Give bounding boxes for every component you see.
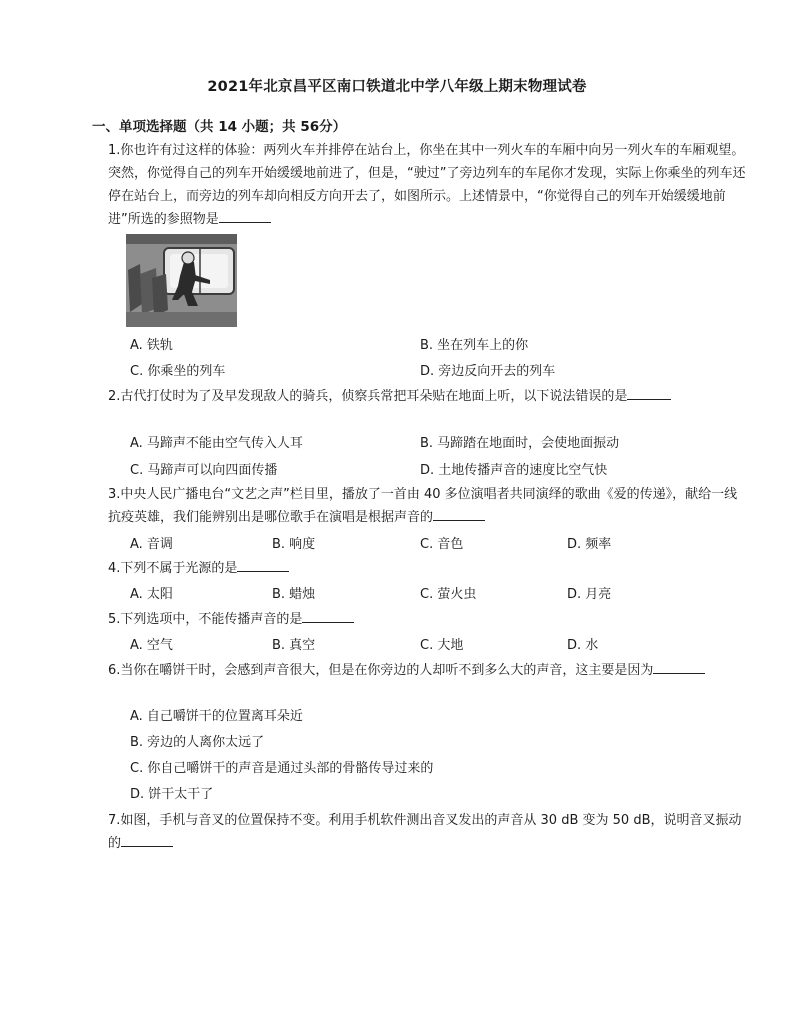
- option-c[interactable]: C. 音色: [420, 537, 464, 552]
- option-c[interactable]: C. 大地: [420, 638, 464, 653]
- question-1: [108, 139, 748, 231]
- answer-blank: [627, 385, 671, 400]
- question-number: 2.: [108, 389, 121, 404]
- answer-blank: [121, 832, 173, 847]
- exam-title: 2021年北京昌平区南口铁道北中学八年级上期末物理试卷: [207, 79, 587, 95]
- option-a[interactable]: A. 空气: [130, 638, 173, 653]
- option-d[interactable]: D. 水: [567, 638, 599, 653]
- question-number: 3.: [108, 487, 121, 502]
- section-heading: 一、单项选择题（共 14 小题；共 56分）: [92, 119, 347, 135]
- option-b[interactable]: B. 响度: [272, 537, 316, 552]
- question-text: 中央人民广播电台“文艺之声”栏目里，播放了一首由 40 多位演唱者共同演绎的歌曲《爱的传递》，献给一线抗疫英雄，我们能辨别出是哪位歌手在演唱是根据声音的: [108, 487, 738, 525]
- option-c[interactable]: C. 你乘坐的列车: [130, 364, 226, 379]
- answer-blank: [219, 208, 271, 223]
- question-text: 如图，手机与音叉的位置保持不变。利用手机软件测出音叉发出的声音从 30 dB 变为 50 dB，说明音叉振动的: [108, 813, 742, 851]
- question-text: 下列选项中，不能传播声音的是: [120, 612, 303, 627]
- question-text: 当你在嚼饼干时，会感到声音很大，但是在你旁边的人却听不到多么大的声音，这主要是因为: [120, 663, 654, 678]
- option-d[interactable]: D. 旁边反向开去的列车: [420, 364, 556, 379]
- question-6: [108, 659, 748, 682]
- question-number: 5.: [108, 612, 121, 627]
- question-text: 古代打仗时为了及早发现敌人的骑兵，侦察兵常把耳朵贴在地面上听，以下说法错误的是: [120, 389, 628, 404]
- option-c[interactable]: C. 你自己嚼饼干的声音是通过头部的骨骼传导过来的: [130, 761, 434, 776]
- option-d[interactable]: D. 月亮: [567, 587, 612, 602]
- train-carriage-illustration: [126, 234, 237, 327]
- answer-blank: [237, 557, 289, 572]
- answer-blank: [653, 659, 705, 674]
- option-c[interactable]: C. 马蹄声可以向四面传播: [130, 463, 278, 478]
- option-a[interactable]: A. 音调: [130, 537, 173, 552]
- answer-blank: [302, 608, 354, 623]
- option-a[interactable]: A. 铁轨: [130, 338, 173, 353]
- question-number: 6.: [108, 663, 121, 678]
- question-number: 7.: [108, 813, 121, 828]
- option-d[interactable]: D. 饼干太干了: [130, 787, 214, 802]
- question-text: 你也许有过这样的体验：两列火车并排停在站台上，你坐在其中一列火车的车厢中向另一列火车的车厢观望。突然，你觉得自己的列车开始缓缓地前进了，但是，“驶过”了旁边列车的车尾你才发现，实际上你乘坐的列车还停在站台上，而旁边的列车却向相反方向开去了，如图所示。上述情景中，“你觉得自己的列车开始缓缓地前进”所选的参照物是: [108, 143, 746, 227]
- option-d[interactable]: D. 土地传播声音的速度比空气快: [420, 463, 608, 478]
- option-a[interactable]: A. 太阳: [130, 587, 173, 602]
- question-4: [108, 557, 748, 580]
- answer-blank: [433, 506, 485, 521]
- question-number: 1.: [108, 143, 121, 158]
- option-d[interactable]: D. 频率: [567, 537, 612, 552]
- question-number: 4.: [108, 561, 121, 576]
- option-b[interactable]: B. 真空: [272, 638, 316, 653]
- option-b[interactable]: B. 蜡烛: [272, 587, 316, 602]
- question-2: [108, 385, 748, 408]
- option-b[interactable]: B. 马蹄踏在地面时，会使地面振动: [420, 436, 620, 451]
- question-7: [108, 809, 748, 855]
- question-3: [108, 483, 748, 529]
- option-a[interactable]: A. 自己嚼饼干的位置离耳朵近: [130, 709, 303, 724]
- option-c[interactable]: C. 萤火虫: [420, 587, 477, 602]
- option-a[interactable]: A. 马蹄声不能由空气传入人耳: [130, 436, 303, 451]
- option-b[interactable]: B. 旁边的人离你太远了: [130, 735, 265, 750]
- option-b[interactable]: B. 坐在列车上的你: [420, 338, 529, 353]
- question-5: [108, 608, 748, 631]
- question-text: 下列不属于光源的是: [120, 561, 238, 576]
